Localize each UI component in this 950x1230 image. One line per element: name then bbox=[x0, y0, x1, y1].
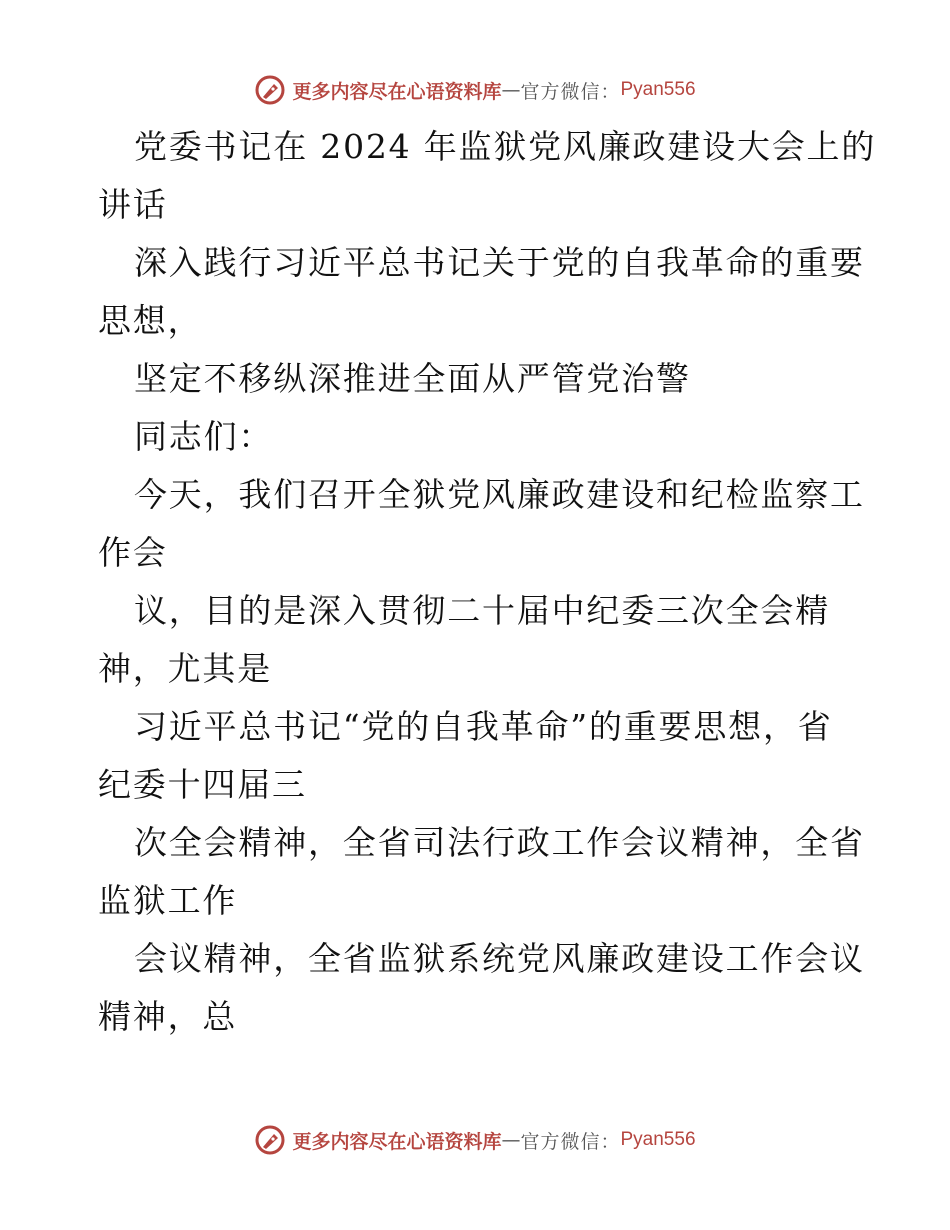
paragraph-line: 监狱工作 bbox=[98, 881, 238, 920]
paragraph-line: 神，尤其是 bbox=[98, 649, 272, 688]
title-line-1: 党委书记在 2024 年监狱党风廉政建设大会上的 bbox=[134, 127, 877, 166]
paragraph-line: 作会 bbox=[98, 533, 168, 572]
subtitle-line-1: 深入践行习近平总书记关于党的自我革命的重要 bbox=[134, 243, 865, 282]
subtitle-line-2: 思想， bbox=[98, 301, 203, 340]
watermark-dash: — bbox=[501, 1129, 521, 1151]
pen-nib-logo-icon bbox=[254, 74, 286, 106]
watermark-wechat-id: Pyan556 bbox=[620, 79, 696, 100]
pen-nib-logo-icon bbox=[254, 1124, 286, 1156]
subtitle-line-3: 坚定不移纵深推进全面从严管党治警 bbox=[134, 359, 691, 398]
watermark-wechat-id: Pyan556 bbox=[620, 1129, 696, 1150]
paragraph-line: 纪委十四届三 bbox=[98, 765, 307, 804]
watermark-brand: 更多内容尽在心语资料库 bbox=[292, 1130, 502, 1153]
document-body bbox=[98, 118, 877, 1046]
paragraph-line: 今天，我们召开全狱党风廉政建设和纪检监察工 bbox=[134, 475, 865, 514]
footer-watermark bbox=[0, 1120, 950, 1160]
watermark-wechat-label: 官方微信： bbox=[520, 80, 621, 103]
header-watermark bbox=[0, 70, 950, 110]
paragraph-line: 习近平总书记“党的自我革命”的重要思想，省 bbox=[134, 707, 833, 746]
watermark-wechat-label: 官方微信： bbox=[520, 1130, 621, 1153]
paragraph-line: 次全会精神，全省司法行政工作会议精神，全省 bbox=[134, 823, 865, 862]
watermark-dash: — bbox=[501, 79, 521, 101]
watermark-brand: 更多内容尽在心语资料库 bbox=[292, 80, 502, 103]
paragraph-line: 会议精神，全省监狱系统党风廉政建设工作会议 bbox=[134, 939, 865, 978]
title-line-2: 讲话 bbox=[98, 185, 168, 224]
salutation: 同志们： bbox=[134, 417, 274, 456]
paragraph-line: 议，目的是深入贯彻二十届中纪委三次全会精 bbox=[134, 591, 830, 630]
paragraph-line: 精神，总 bbox=[98, 997, 238, 1036]
